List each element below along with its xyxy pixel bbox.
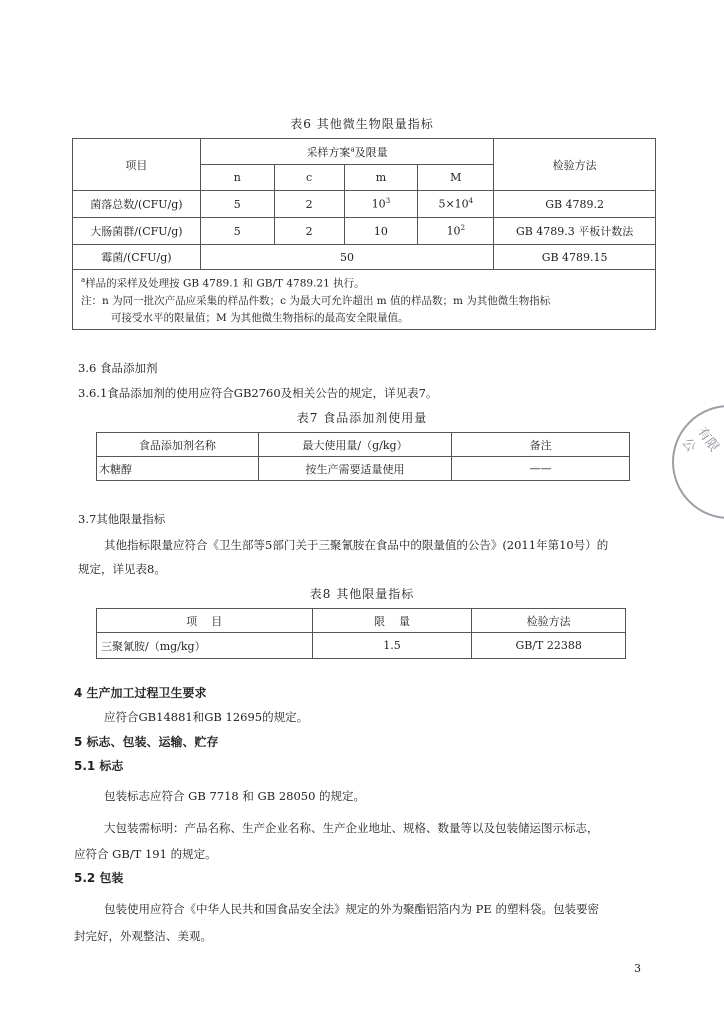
table7-cell: ——: [452, 457, 630, 481]
company-seal-text: 有限公: [678, 424, 722, 455]
section-5-1-text-1: 包装标志应符合 GB 7718 和 GB 28050 的规定。: [104, 789, 366, 803]
table6-head-method: 检验方法: [494, 139, 656, 191]
section-3-6-title: 3.6 食品添加剂: [78, 361, 158, 375]
table-row: [97, 633, 626, 659]
section-5-1-text-3: 应符合 GB/T 191 的规定。: [74, 847, 217, 861]
section-5-2-text-2: 封完好，外观整洁、美观。: [74, 929, 212, 943]
row-name: 霉菌/(CFU/g): [73, 245, 201, 270]
section-5-1-text-2: 大包装需标明：产品名称、生产企业名称、生产企业地址、规格、数量等以及包装储运图示标志，: [104, 821, 599, 835]
note-1: $^a$样品的采样及处理按 GB 4789.1 和 GB/T 4789.21 执行。: [81, 276, 365, 290]
row-n: 5: [200, 218, 274, 245]
table7-cell: 按生产需要适量使用: [258, 457, 452, 481]
page-number: 3: [634, 962, 641, 975]
table8-cell: GB/T 22388: [472, 633, 626, 659]
table8-caption: 表8 其他限量指标: [309, 587, 415, 601]
note-3: 可接受水平的限量值；M 为其他微生物指标的最高安全限量值。: [111, 311, 409, 324]
table6-sub-m: m: [344, 165, 418, 191]
table8-cell: 三聚氰胺/（mg/kg）: [97, 633, 313, 659]
table6-sub-c: c: [274, 165, 344, 191]
row-method: GB 4789.2: [494, 191, 656, 218]
row-name: 大肠菌群/(CFU/g): [73, 218, 201, 245]
table6-caption: 表6 其他微生物限量指标: [290, 117, 434, 131]
row-n: 5: [200, 191, 274, 218]
note-2: 注：n 为同一批次产品应采集的样品件数；c 为最大可允许超出 m 值的样品数；m 为其他微生物指标: [81, 294, 551, 307]
section-5-title: 5 标志、包装、运输、贮存: [74, 735, 219, 749]
table7-header: 最大使用量/（g/kg）: [258, 433, 452, 457]
table7-header: 备注: [452, 433, 630, 457]
row-value: 50: [200, 245, 493, 270]
table-row: [73, 245, 656, 270]
table7-cell: 木糖醇: [97, 457, 259, 481]
table-row: [73, 191, 656, 218]
row-method: GB 4789.3 平板计数法: [494, 218, 656, 245]
section-5-2-text-1: 包装使用应符合《中华人民共和国食品安全法》规定的外为聚酯铝箔内为 PE 的塑料袋。包装要密: [104, 902, 599, 916]
table-row: [97, 457, 630, 481]
row-c: 2: [274, 191, 344, 218]
table6-head-item: 项目: [73, 139, 201, 191]
row-m: 10: [344, 218, 418, 245]
row-m: $10^3$: [344, 191, 418, 218]
table6-head-sampling: 采样方案$^a$及限量: [200, 139, 493, 165]
row-M: $10^2$: [418, 218, 494, 245]
table6-sub-n: n: [200, 165, 274, 191]
table8-cell: 1.5: [312, 633, 472, 659]
row-c: 2: [274, 218, 344, 245]
section-5-2-title: 5.2 包装: [74, 871, 124, 885]
table6-notes: [73, 270, 656, 330]
table7: [96, 432, 630, 481]
row-name: 菌落总数/(CFU/g): [73, 191, 201, 218]
section-3-7-text-2: 规定，详见表8。: [78, 562, 166, 576]
row-method: GB 4789.15: [494, 245, 656, 270]
section-4-title: 4 生产加工过程卫生要求: [74, 686, 207, 700]
table6: [72, 138, 656, 330]
table8-header: 检验方法: [472, 609, 626, 633]
table8: [96, 608, 626, 659]
section-4-text: 应符合GB14881和GB 12695的规定。: [104, 710, 309, 724]
section-3-7-text-1: 其他指标限量应符合《卫生部等5部门关于三聚氰胺在食品中的限量值的公告》(2011年第10号）的: [104, 538, 609, 552]
table6-sub-M: M: [418, 165, 494, 191]
section-3-6-1-text: 3.6.1食品添加剂的使用应符合GB2760及相关公告的规定，详见表7。: [78, 386, 438, 400]
table-row: [73, 218, 656, 245]
section-3-7-title: 3.7其他限量指标: [78, 512, 166, 526]
row-M: $5\times 10^4$: [418, 191, 494, 218]
table8-header: 限 量: [312, 609, 472, 633]
section-5-1-title: 5.1 标志: [74, 759, 124, 773]
table8-header: 项 目: [97, 609, 313, 633]
table7-caption: 表7 食品添加剂使用量: [296, 411, 428, 425]
table7-header: 食品添加剂名称: [97, 433, 259, 457]
